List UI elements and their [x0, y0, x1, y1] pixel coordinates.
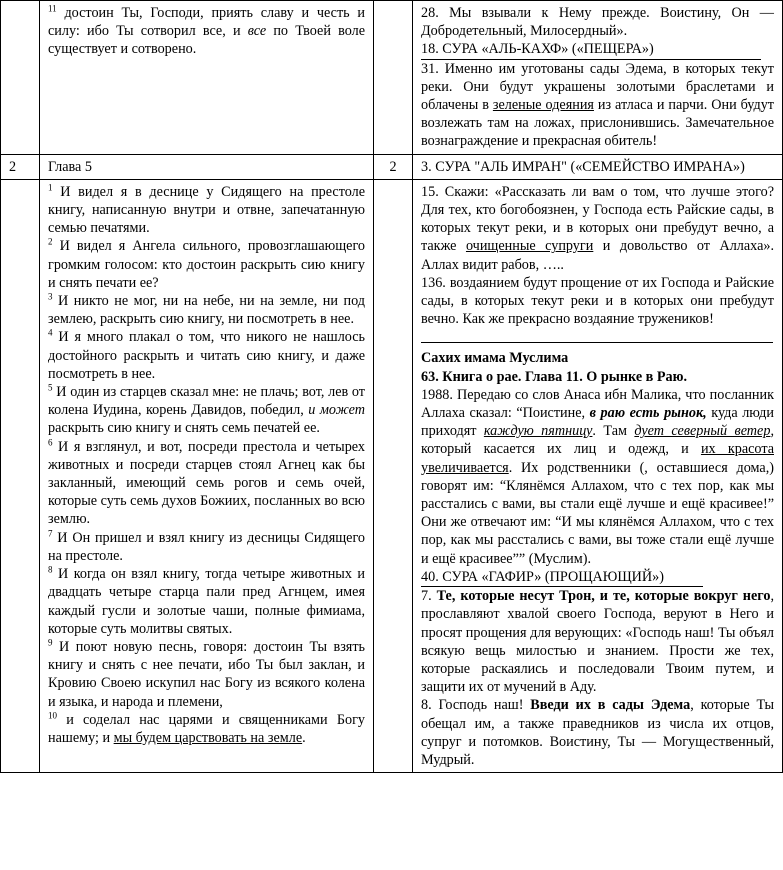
table-row	[1, 179, 783, 772]
ayah-15: 15. Скажи: «Рассказать ли вам о том, что лучше этого? Для тех, кто богобоязнен, у Господа есть Райские сады, в которых текут реки, и в которых они пребудут вечно, а также очищенные супруги и довольство от Аллаха». Аллах видит рабов, …..	[421, 183, 775, 273]
ayah-7: 7. Те, которые несут Трон, и те, которые вокруг него, прославляют хвалой своего Господа, веруют в Него и просят прощения для верующих: «Господь наш! Ты объял всякую вещь милостью и знанием. Прости же тех, которые раскаялись и последовали Твоим путем, и защити их от мучений в Аду.	[421, 588, 774, 696]
bible-text-cell	[40, 1, 374, 155]
verse-5: $^5$ И один из старцев сказал мне: не плачь; вот, лев от колена Иудина, корень Давидов, победил, и может раскрыть сию книгу и снять семь печатей ее.	[48, 382, 366, 437]
row-number-cell	[374, 1, 413, 155]
ayah-28: 28. Мы взывали к Нему прежде. Воистину, Он — Добродетельный, Милосердный».	[421, 5, 774, 40]
verse-11: $^{11}$ достоин Ты, Господи, приять славу и честь и силу: ибо Ты сотворил все, и все по Твоей воле существует и сотворено.	[48, 3, 365, 58]
quran-text-cell	[413, 179, 783, 772]
ayah-31: 31. Именно им уготованы сады Эдема, в которых текут реки. Они будут украшены золотыми браслетами и облачены в зеленые одеяния из атласа и парчи. Они будут возлежать там на ложах, прислонившись. Замечательное вознаграждение и прекрасная обитель!	[421, 60, 774, 150]
verse-10: $^{10}$ и соделал нас царями и священниками Богу нашему; и мы будем царствовать на земле.	[48, 709, 365, 746]
verse-1: $^1$ И видел я в деснице у Сидящего на престоле книгу, написанную внутри и отвне, запечатанную семью печатями.	[48, 182, 366, 237]
verse-7: $^7$ И Он пришел и взял книгу из десницы Сидящего на престоле.	[48, 527, 365, 564]
sura-heading: 40. СУРА «ГАФИР» (ПРОЩАЮЩИЙ»)	[421, 568, 703, 587]
sura-heading: 18. СУРА «АЛЬ-КАХФ» («ПЕЩЕРА»)	[421, 40, 761, 59]
verse-2: $^2$ И видел я Ангела сильного, провозглашающего громким голосом: кто достоин раскрыть сию книгу и снять печати ее?	[48, 236, 366, 291]
row-number-cell	[374, 179, 413, 772]
verse-6: $^6$ И я взглянул, и вот, посреди престола и четырех животных и посреди старцев стоял Агнец как бы закланный, имеющий семь рогов и семь очей, которые суть семь духов Божиих, посланных во всю землю.	[48, 436, 365, 528]
verse-9: $^9$ И поют новую песнь, говоря: достоин Ты взять книгу и снять с нее печати, ибо Ты был заклан, и Кровию Своею искупил нас Богу из всякого колена и языка, и народа и племени,	[48, 637, 366, 710]
chapter-title: Глава 5	[40, 154, 374, 179]
verse-3: $^3$ И никто не мог, ни на небе, ни на земле, ни под землею, раскрыть сию книгу, ни посмотреть в нее.	[48, 291, 365, 328]
sura-title: 3. СУРА "АЛЬ ИМРАН" («СЕМЕЙСТВО ИМРАНА»)	[413, 154, 783, 179]
row-number-cell	[1, 179, 40, 772]
table-row	[1, 154, 783, 179]
hadith-1988: 1988. Передаю со слов Анаса ибн Малика, что посланник Аллаха сказал: “Поистине, в раю есть рынок, куда люди приходят каждую пятницу. Там дует северный ветер, который касается их лиц и одежд, и их красота увеличивается. Их родственники (, оставшиеся дома,) говорят им: “Клянёмся Аллахом, что с тех пор, как мы расстались с вами, вы стали ещё лучше и ещё красивее!” Они же отвечают им: “И мы клянёмся Аллахом, что с тех пор, как мы расстались с вами, вы тоже стали ещё лучше и ещё красивее”” (Муслим).	[421, 386, 774, 567]
hadith-source-title: Сахих имама Муслима	[421, 350, 569, 367]
bible-text-cell	[40, 179, 374, 772]
divider	[421, 342, 773, 343]
verse-4: $^4$ И я много плакал о том, что никого не нашлось достойного раскрыть и читать сию книгу, и даже посмотреть в нее.	[48, 327, 366, 382]
ayah-8: 8. Господь наш! Введи их в сады Эдема, которые Ты обещал им, а также праведников из числа их отцов, супруг и потомков. Воистину, Ты — Могущественный, Мудрый.	[421, 697, 774, 768]
row-number-cell	[1, 1, 40, 155]
ayah-136: 136. воздаянием будут прощение от их Господа и Райские сады, в которых текут реки и в которых они пребудут вечно. Как же прекрасно воздаяние тружеников!	[421, 274, 774, 328]
verse-8: $^8$ И когда он взял книгу, тогда четыре животных и двадцать четыре старца пали пред Агнцем, имея каждый гусли и золотые чаши, полные фимиама, которые суть молитвы святых.	[48, 564, 365, 637]
row-number: 2	[374, 154, 413, 179]
quran-text-cell	[413, 1, 783, 155]
row-number: 2	[1, 154, 40, 179]
table-row	[1, 1, 783, 155]
hadith-chapter-title: 63. Книга о рае. Глава 11. О рынке в Раю.	[421, 368, 688, 385]
